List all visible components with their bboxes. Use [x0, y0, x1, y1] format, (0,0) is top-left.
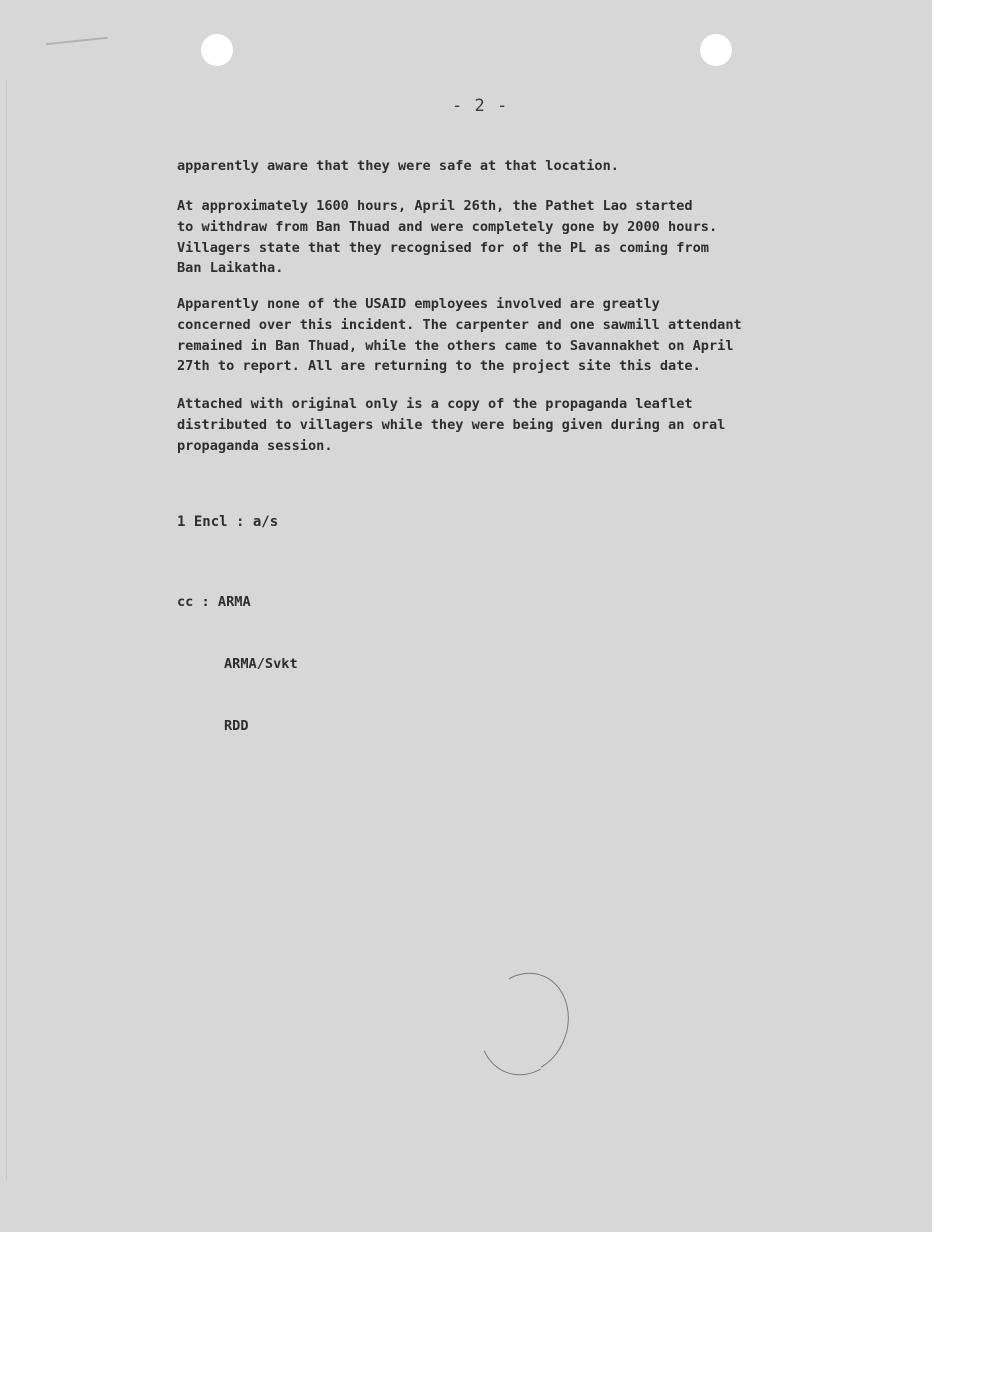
cc-label: cc : ARMA: [177, 593, 251, 610]
punch-hole-right: [700, 34, 732, 66]
enclosure-line: 1 Encl : a/s: [177, 514, 279, 530]
paragraph-1: apparently aware that they were safe at that location.: [177, 158, 619, 174]
punch-hole-left: [201, 34, 233, 66]
page-number: - 2 -: [452, 96, 509, 116]
carbon-copy-list: [177, 550, 867, 779]
pencil-smudge: [46, 37, 109, 53]
cc-recipient: ARMA/Svkt: [224, 655, 298, 672]
paragraph-3: Apparently none of the USAID employees involved are greatly concerned over this incident. The carpenter and one sawmill attendant remained in Ban Thuad, while the others came to Savannakhet on April 27th to report. All are returning to the project site this date.: [177, 296, 742, 375]
pencil-circle-mark-lower: [466, 961, 582, 1087]
cc-recipient: RDD: [224, 718, 249, 735]
paragraph-2: At approximately 1600 hours, April 26th, the Pathet Lao started to withdraw from Ban Thuad and were completely gone by 2000 hours. Villagers state that they recognised for of the PL as coming from Ban Laikatha.: [177, 198, 718, 277]
page-edge-line: [6, 80, 7, 1180]
paragraph-4: Attached with original only is a copy of the propaganda leaflet distributed to villagers while they were being given during an oral propaganda session.: [177, 396, 726, 454]
